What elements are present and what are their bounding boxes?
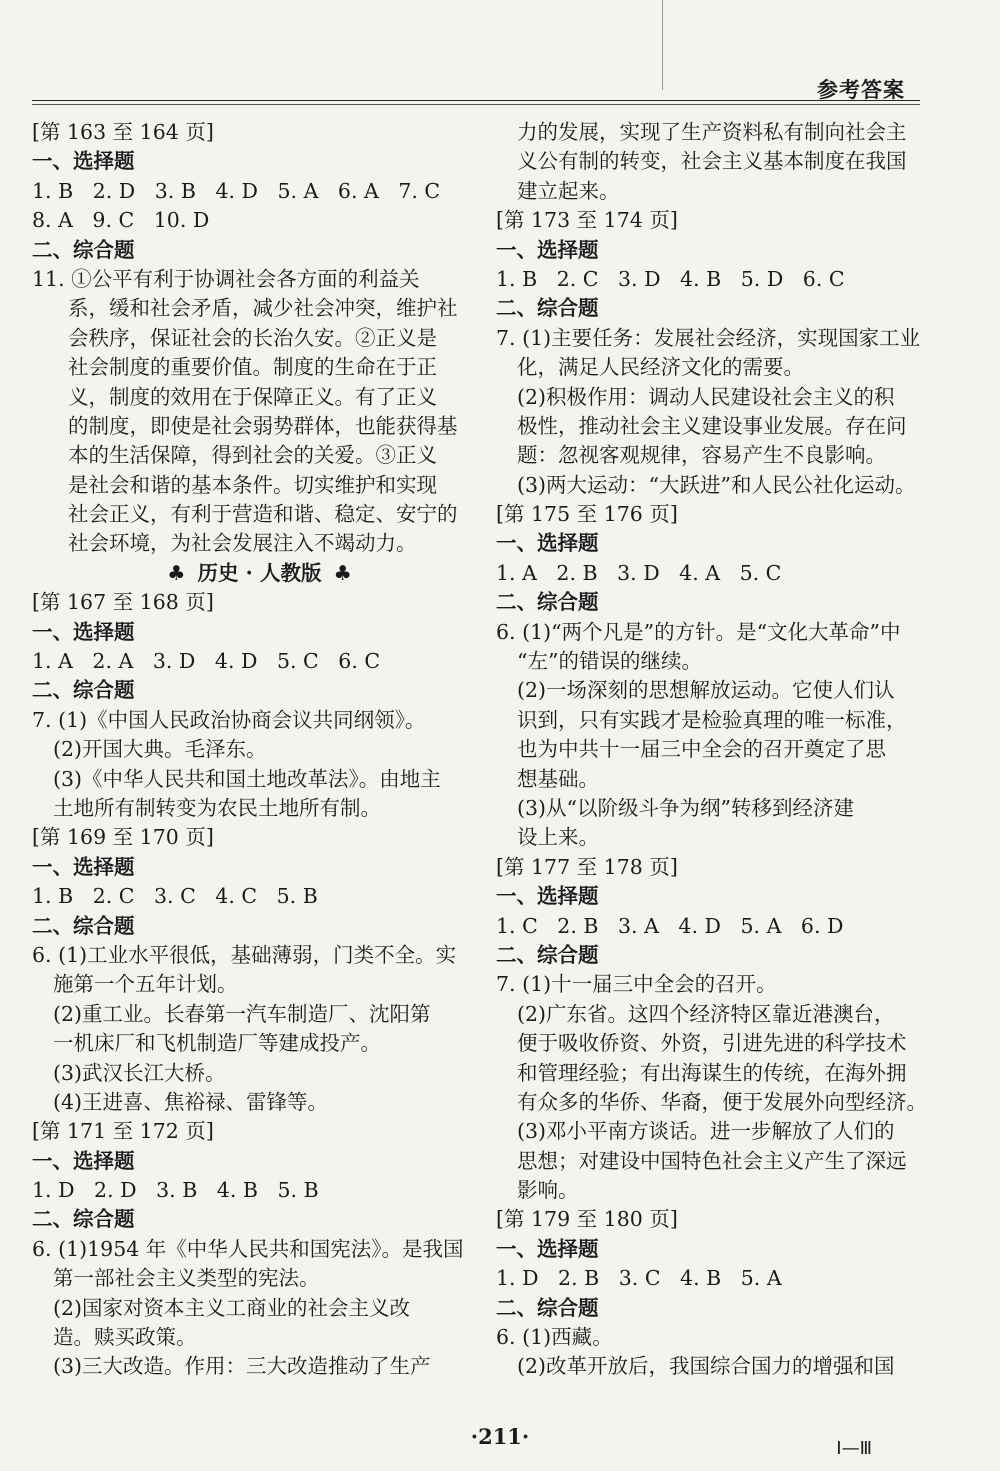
section-heading: 一、选择题 xyxy=(496,884,599,909)
answer-line: 义，制度的效用在于保障正义。有了正义 xyxy=(68,384,437,409)
answer-line: 便于吸收侨资、外资，引进先进的科学技术 xyxy=(517,1031,907,1056)
answer-line: 6. (1)“两个凡是”的方针。是“文化大革命”中 xyxy=(496,619,901,644)
subject-title xyxy=(32,559,487,588)
answer-line: 设上来。 xyxy=(517,825,599,850)
answer-line: 1. A 2. B 3. D 4. A 5. C xyxy=(496,560,782,585)
section-heading: 二、综合题 xyxy=(496,942,599,967)
answer-line: 化，满足人民经济文化的需要。 xyxy=(517,355,804,380)
answer-line: (3)三大改造。作用：三大改造推动了生产 xyxy=(53,1354,431,1379)
answer-line: 本的生活保障，得到社会的关爱。③正义 xyxy=(68,443,437,468)
answer-line: (2)开国大典。毛泽东。 xyxy=(53,737,267,762)
answer-line: (2)改革开放后，我国综合国力的增强和国 xyxy=(517,1354,895,1379)
answer-line: (2)重工业。长春第一汽车制造厂、沈阳第 xyxy=(53,1001,431,1026)
answer-line: 极性，推动社会主义建设事业发展。存在问 xyxy=(517,413,907,438)
page-number: ·211· xyxy=(470,1424,530,1449)
page-range-heading: [第 175 至 176 页] xyxy=(496,502,678,527)
section-heading: 一、选择题 xyxy=(32,1148,135,1173)
answer-line: 11. ①公平有利于协调社会各方面的利益关 xyxy=(32,266,420,291)
answer-line: 义公有制的转变，社会主义基本制度在我国 xyxy=(517,149,907,174)
club-icon: ♣ xyxy=(167,560,186,585)
answer-line: (3)邓小平南方谈话。进一步解放了人们的 xyxy=(517,1119,895,1144)
answer-line: 有众多的华侨、华裔，便于发展外向型经济。 xyxy=(517,1089,927,1114)
answer-line: 1. A 2. A 3. D 4. D 5. C 6. C xyxy=(32,649,381,674)
answer-line: 1. B 2. C 3. D 4. B 5. D 6. C xyxy=(496,266,845,291)
answer-line: 识到，只有实践才是检验真理的唯一标准， xyxy=(517,707,907,732)
answer-line: 一机床厂和飞机制造厂等建成投产。 xyxy=(53,1031,381,1056)
answer-line: 7. (1)主要任务：发展社会经济，实现国家工业 xyxy=(496,325,921,350)
answer-line: 力的发展，实现了生产资料私有制向社会主 xyxy=(517,120,907,144)
answer-line: 系，缓和社会矛盾，减少社会冲突，维护社 xyxy=(68,296,458,321)
page-range-heading: [第 173 至 174 页] xyxy=(496,208,678,233)
section-heading: 一、选择题 xyxy=(496,237,599,262)
answer-line: 施第一个五年计划。 xyxy=(53,972,238,997)
answer-line: (3)从“以阶级斗争为纲”转移到经济建 xyxy=(517,795,854,820)
answer-line: 的制度，即使是社会弱势群体，也能获得基 xyxy=(68,413,458,438)
answer-line: (3)《中华人民共和国土地改革法》。由地主 xyxy=(53,766,441,791)
section-heading: 二、综合题 xyxy=(496,1295,599,1320)
header-title: 参考答案 xyxy=(817,77,905,102)
section-heading: 二、综合题 xyxy=(32,678,135,703)
answer-line: (3)两大运动：“大跃进”和人民公社化运动。 xyxy=(517,472,916,497)
section-heading: 一、选择题 xyxy=(496,531,599,556)
answer-line: (2)国家对资本主义工商业的社会主义改 xyxy=(53,1295,411,1320)
answer-line: (2)一场深刻的思想解放运动。它使人们认 xyxy=(517,678,895,703)
page-range-heading: [第 167 至 168 页] xyxy=(32,590,214,615)
answer-line: 和管理经验；有出海谋生的传统，在海外拥 xyxy=(517,1060,907,1085)
answer-line: 7. (1)十一届三中全会的召开。 xyxy=(496,972,777,997)
answer-line: 1. B 2. C 3. C 4. C 5. B xyxy=(32,884,318,909)
club-icon: ♣ xyxy=(333,560,352,585)
answer-line: 6. (1)1954 年《中华人民共和国宪法》。是我国 xyxy=(32,1236,464,1261)
answer-line: 建立起来。 xyxy=(517,178,620,203)
page-range-heading: [第 169 至 170 页] xyxy=(32,825,214,850)
left-column xyxy=(32,118,487,1382)
answer-line: 1. B 2. D 3. B 4. D 5. A 6. A 7. C xyxy=(32,178,441,203)
fold-line xyxy=(662,0,663,90)
answer-line: 造。赎买政策。 xyxy=(53,1325,197,1350)
answer-line: 6. (1)西藏。 xyxy=(496,1325,613,1350)
volume-code: Ⅰ—Ⅲ xyxy=(836,1438,872,1459)
page-range-heading: [第 177 至 178 页] xyxy=(496,854,678,879)
page-range-heading: [第 179 至 180 页] xyxy=(496,1207,678,1232)
answer-line: (3)武汉长江大桥。 xyxy=(53,1060,226,1085)
answer-line: 第一部社会主义类型的宪法。 xyxy=(53,1266,320,1291)
answer-line: (4)王进喜、焦裕禄、雷锋等。 xyxy=(53,1089,329,1114)
answer-line: 8. A 9. C 10. D xyxy=(32,208,210,233)
answer-line: 6. (1)工业水平很低，基础薄弱，门类不全。实 xyxy=(32,942,457,967)
page-range-heading: [第 171 至 172 页] xyxy=(32,1119,214,1144)
subject-title-text: 历史 · 人教版 xyxy=(197,560,322,585)
answer-line: 7. (1)《中国人民政治协商会议共同纲领》。 xyxy=(32,707,426,732)
header-rule-secondary xyxy=(32,104,920,105)
answer-line: 会秩序，保证社会的长治久安。②正义是 xyxy=(68,325,437,350)
answer-line: 是社会和谐的基本条件。切实维护和实现 xyxy=(68,472,437,497)
section-heading: 二、综合题 xyxy=(32,237,135,262)
section-heading: 二、综合题 xyxy=(32,1207,135,1232)
answer-line: 思想；对建设中国特色社会主义产生了深远 xyxy=(517,1148,907,1173)
answer-line: 1. C 2. B 3. A 4. D 5. A 6. D xyxy=(496,913,844,938)
answer-line: 社会环境，为社会发展注入不竭动力。 xyxy=(68,531,417,556)
answer-line: 想基础。 xyxy=(517,766,599,791)
answer-line: 社会正义，有利于营造和谐、稳定、安宁的 xyxy=(68,502,458,527)
answer-line: 土地所有制转变为农民土地所有制。 xyxy=(53,795,381,820)
header-rule xyxy=(32,100,920,101)
section-heading: 一、选择题 xyxy=(496,1236,599,1261)
section-heading: 二、综合题 xyxy=(496,590,599,615)
answer-line: 1. D 2. D 3. B 4. B 5. B xyxy=(32,1178,319,1203)
section-heading: 二、综合题 xyxy=(496,296,599,321)
page-range-heading: [第 163 至 164 页] xyxy=(32,120,214,144)
section-heading: 一、选择题 xyxy=(32,149,135,174)
answer-line: (2)广东省。这四个经济特区靠近港澳台， xyxy=(517,1001,895,1026)
section-heading: 一、选择题 xyxy=(32,854,135,879)
answer-line: “左”的错误的继续。 xyxy=(517,649,702,674)
answer-line: (2)积极作用：调动人民建设社会主义的积 xyxy=(517,384,895,409)
section-heading: 二、综合题 xyxy=(32,913,135,938)
answer-line: 影响。 xyxy=(517,1178,579,1203)
answer-line: 社会制度的重要价值。制度的生命在于正 xyxy=(68,355,437,380)
right-column xyxy=(496,118,951,1382)
answer-line: 1. D 2. B 3. C 4. B 5. A xyxy=(496,1266,782,1291)
answer-line: 也为中共十一届三中全会的召开奠定了思 xyxy=(517,737,886,762)
answer-line: 题：忽视客观规律，容易产生不良影响。 xyxy=(517,443,886,468)
section-heading: 一、选择题 xyxy=(32,619,135,644)
